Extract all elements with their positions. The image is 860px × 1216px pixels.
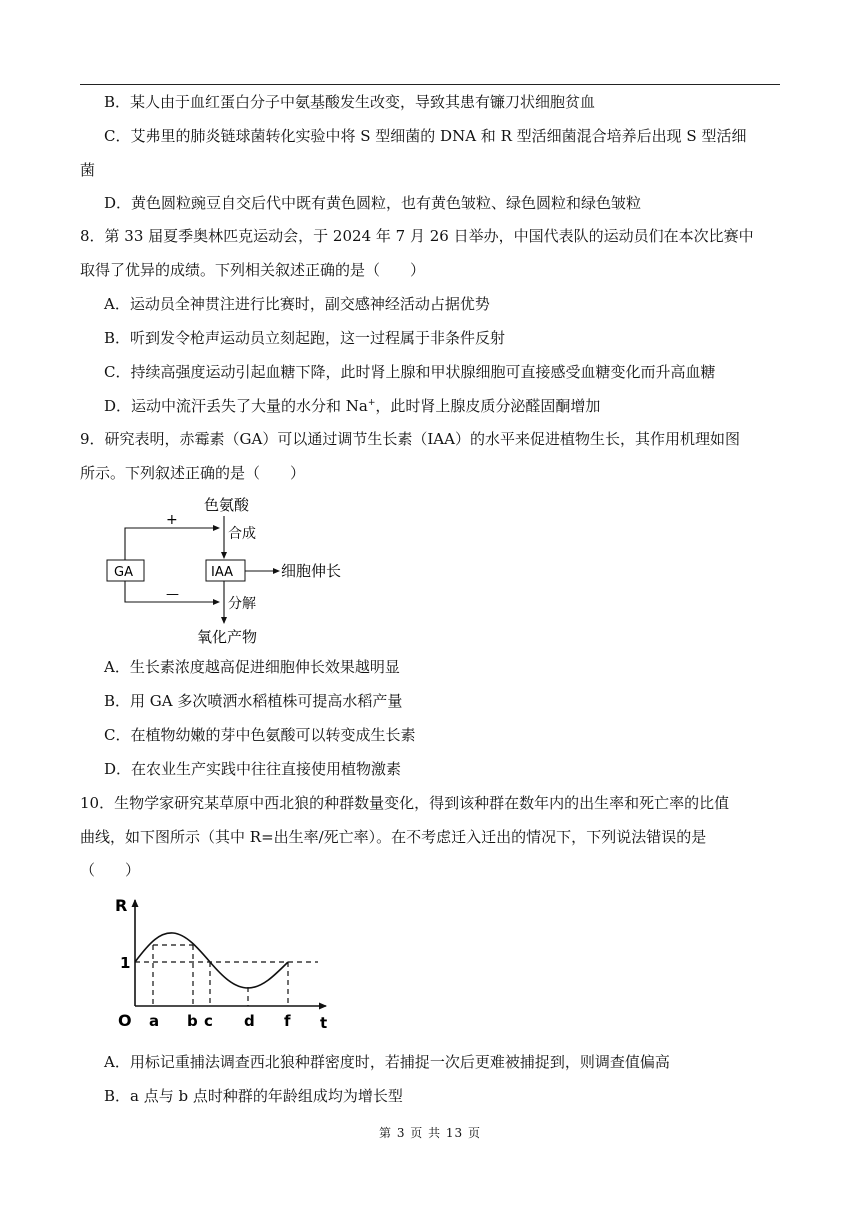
q10-stem-bracket: （ ）	[80, 861, 141, 879]
y-axis-label: R	[115, 896, 128, 915]
q8-option-d	[104, 395, 600, 417]
decomposition-label: 分解	[228, 596, 256, 612]
q8-option-d-text: D．运动中流汗丢失了大量的水分和 Na	[104, 397, 368, 415]
x-tick-f: f	[284, 1012, 291, 1030]
synthesis-label: 合成	[228, 526, 256, 542]
q8-stem-cont: 取得了优异的成绩。下列相关叙述正确的是（ ）	[80, 261, 426, 279]
q9-stem-cont: 所示。下列叙述正确的是（ ）	[80, 464, 306, 482]
q10-stem-cont: 曲线，如下图所示（其中 R=出生率/死亡率）。在不考虑迁入迁出的情况下，下列说法错误的是	[80, 828, 707, 846]
q7-option-c: C．艾弗里的肺炎链球菌转化实验中将 S 型细菌的 DNA 和 R 型活细菌混合培养后出现 S 型活细	[104, 127, 747, 145]
q8-option-c: C．持续高强度运动引起血糖下降，此时肾上腺和甲状腺细胞可直接感受血糖变化而升高血糖	[104, 363, 716, 381]
cell-elongation-label: 细胞伸长	[281, 562, 342, 580]
q7-option-d: D．黄色圆粒豌豆自交后代中既有黄色圆粒，也有黄色皱粒、绿色圆粒和绿色皱粒	[104, 194, 642, 212]
q9-option-b: B．用 GA 多次喷洒水稻植株可提高水稻产量	[104, 692, 403, 710]
r-curve	[135, 933, 288, 988]
x-axis-label: t	[320, 1014, 328, 1032]
ga-promote-arrow	[125, 528, 219, 560]
r-ratio-graph	[110, 890, 340, 1035]
y-one-label: 1	[120, 954, 131, 972]
na-superscript: +	[367, 398, 376, 408]
q9-stem: 9．研究表明，赤霉素（GA）可以通过调节生长素（IAA）的水平来促进植物生长，其作用机理如图	[80, 430, 740, 448]
x-tick-d: d	[244, 1012, 255, 1030]
q7-option-c-cont: 菌	[80, 161, 96, 179]
q10-stem: 10．生物学家研究某草原中西北狼的种群数量变化，得到该种群在数年内的出生率和死亡率的比值	[80, 794, 730, 812]
minus-sign: —	[166, 587, 179, 602]
q8-option-a: A．运动员全神贯注进行比赛时，副交感神经活动占据优势	[104, 295, 490, 313]
ga-label: GA	[114, 565, 133, 580]
q10-option-b: B．a 点与 b 点时种群的年龄组成均为增长型	[104, 1087, 403, 1105]
q8-option-d-text-end: ，此时肾上腺皮质分泌醛固酮增加	[375, 397, 601, 415]
q9-option-d: D．在农业生产实践中往往直接使用植物激素	[104, 760, 402, 778]
x-tick-a: a	[149, 1012, 160, 1030]
x-tick-b: b	[187, 1012, 198, 1030]
ga-mechanism-diagram	[100, 492, 342, 650]
q8-stem: 8．第 33 届夏季奥林匹克运动会，于 2024 年 7 月 26 日举办，中国代表队的运动员们在本次比赛中	[80, 227, 754, 245]
iaa-label: IAA	[211, 565, 233, 580]
q8-option-b: B．听到发令枪声运动员立刻起跑，这一过程属于非条件反射	[104, 329, 506, 347]
header-rule	[80, 84, 780, 85]
tryptophan-label: 色氨酸	[204, 496, 250, 514]
q7-option-b: B．某人由于血红蛋白分子中氨基酸发生改变，导致其患有镰刀状细胞贫血	[104, 93, 596, 111]
origin-label: O	[118, 1011, 132, 1030]
x-tick-labels	[149, 1012, 291, 1030]
x-tick-c: c	[204, 1012, 213, 1030]
oxidation-product-label: 氧化产物	[197, 628, 258, 646]
plus-sign: +	[166, 512, 178, 528]
q10-option-a: A．用标记重捕法调查西北狼种群密度时，若捕捉一次后更难被捕捉到，则调查值偏高	[104, 1053, 670, 1071]
q9-option-a: A．生长素浓度越高促进细胞伸长效果越明显	[104, 658, 400, 676]
q9-option-c: C．在植物幼嫩的芽中色氨酸可以转变成生长素	[104, 726, 416, 744]
page-footer: 第 3 页 共 13 页	[379, 1126, 481, 1140]
